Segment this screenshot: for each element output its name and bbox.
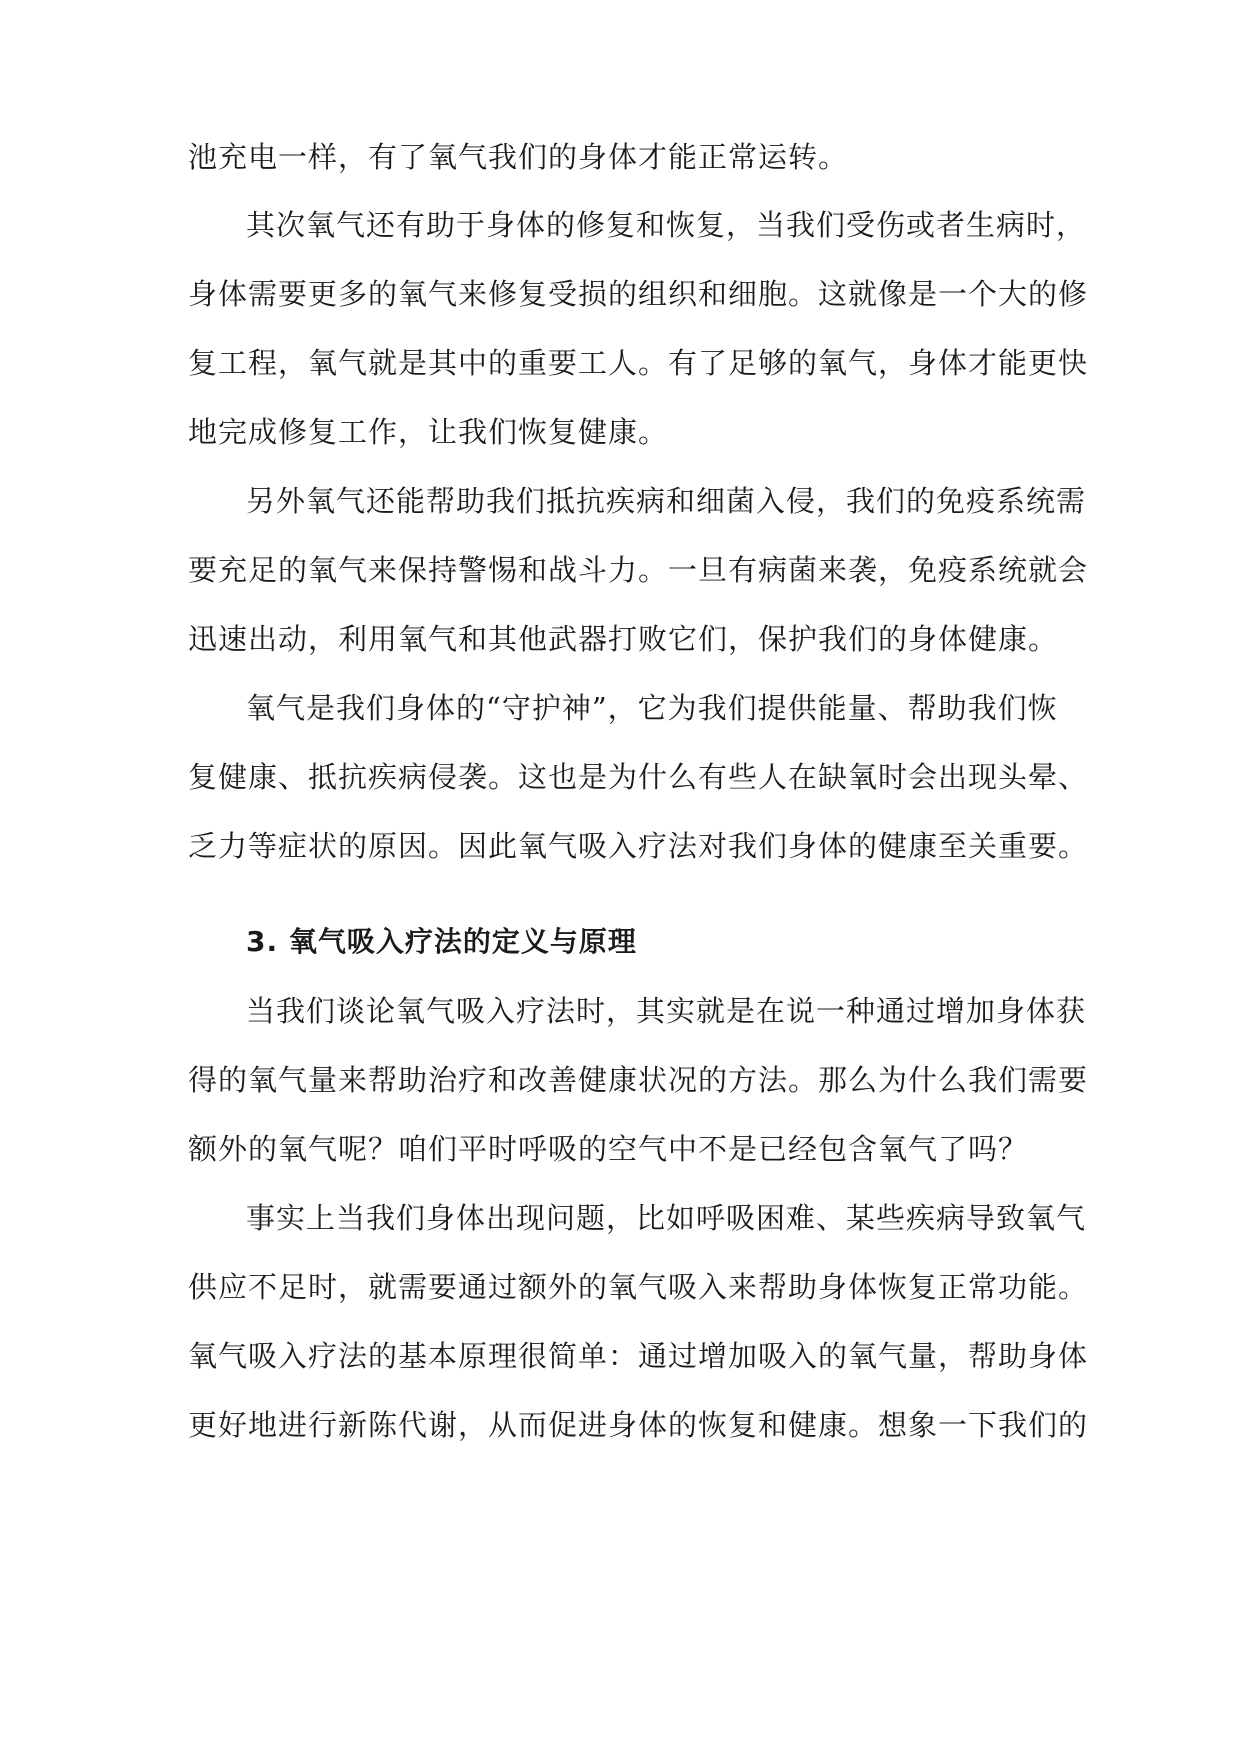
paragraph-line: 其次氧气还有助于身体的修复和恢复，当我们受伤或者生病时， — [246, 208, 1087, 242]
paragraph-line: 地完成修复工作，让我们恢复健康。 — [188, 415, 669, 449]
paragraph-line: 氧气是我们身体的“守护神”，它为我们提供能量、帮助我们恢 — [246, 691, 1058, 725]
paragraph-line: 乏力等症状的原因。因此氧气吸入疗法对我们身体的健康至关重要。 — [188, 829, 1089, 863]
paragraph-line: 当我们谈论氧气吸入疗法时，其实就是在说一种通过增加身体获 — [246, 994, 1087, 1028]
paragraph-line: 氧气吸入疗法的基本原理很简单：通过增加吸入的氧气量，帮助身体 — [188, 1339, 1089, 1373]
paragraph-line: 更好地进行新陈代谢，从而促进身体的恢复和健康。想象一下我们的 — [188, 1408, 1089, 1442]
paragraph-line: 要充足的氧气来保持警惕和战斗力。一旦有病菌来袭，免疫系统就会 — [188, 553, 1089, 587]
paragraph-line: 另外氧气还能帮助我们抵抗疾病和细菌入侵，我们的免疫系统需 — [246, 484, 1087, 518]
paragraph-line: 事实上当我们身体出现问题，比如呼吸困难、某些疾病导致氧气 — [246, 1201, 1087, 1235]
paragraph-line: 供应不足时，就需要通过额外的氧气吸入来帮助身体恢复正常功能。 — [188, 1270, 1089, 1304]
paragraph-line: 得的氧气量来帮助治疗和改善健康状况的方法。那么为什么我们需要 — [188, 1063, 1089, 1097]
paragraph-line: 复工程，氧气就是其中的重要工人。有了足够的氧气，身体才能更快 — [188, 346, 1089, 380]
paragraph-line: 池充电一样，有了氧气我们的身体才能正常运转。 — [188, 140, 849, 174]
paragraph-line: 迅速出动，利用氧气和其他武器打败它们，保护我们的身体健康。 — [188, 622, 1059, 656]
paragraph-line: 复健康、抵抗疾病侵袭。这也是为什么有些人在缺氧时会出现头晕、 — [188, 760, 1089, 794]
section-heading: 3. 氧气吸入疗法的定义与原理 — [246, 925, 637, 958]
paragraph-line: 额外的氧气呢？咱们平时呼吸的空气中不是已经包含氧气了吗？ — [188, 1132, 1029, 1166]
paragraph-line: 身体需要更多的氧气来修复受损的组织和细胞。这就像是一个大的修 — [188, 277, 1089, 311]
